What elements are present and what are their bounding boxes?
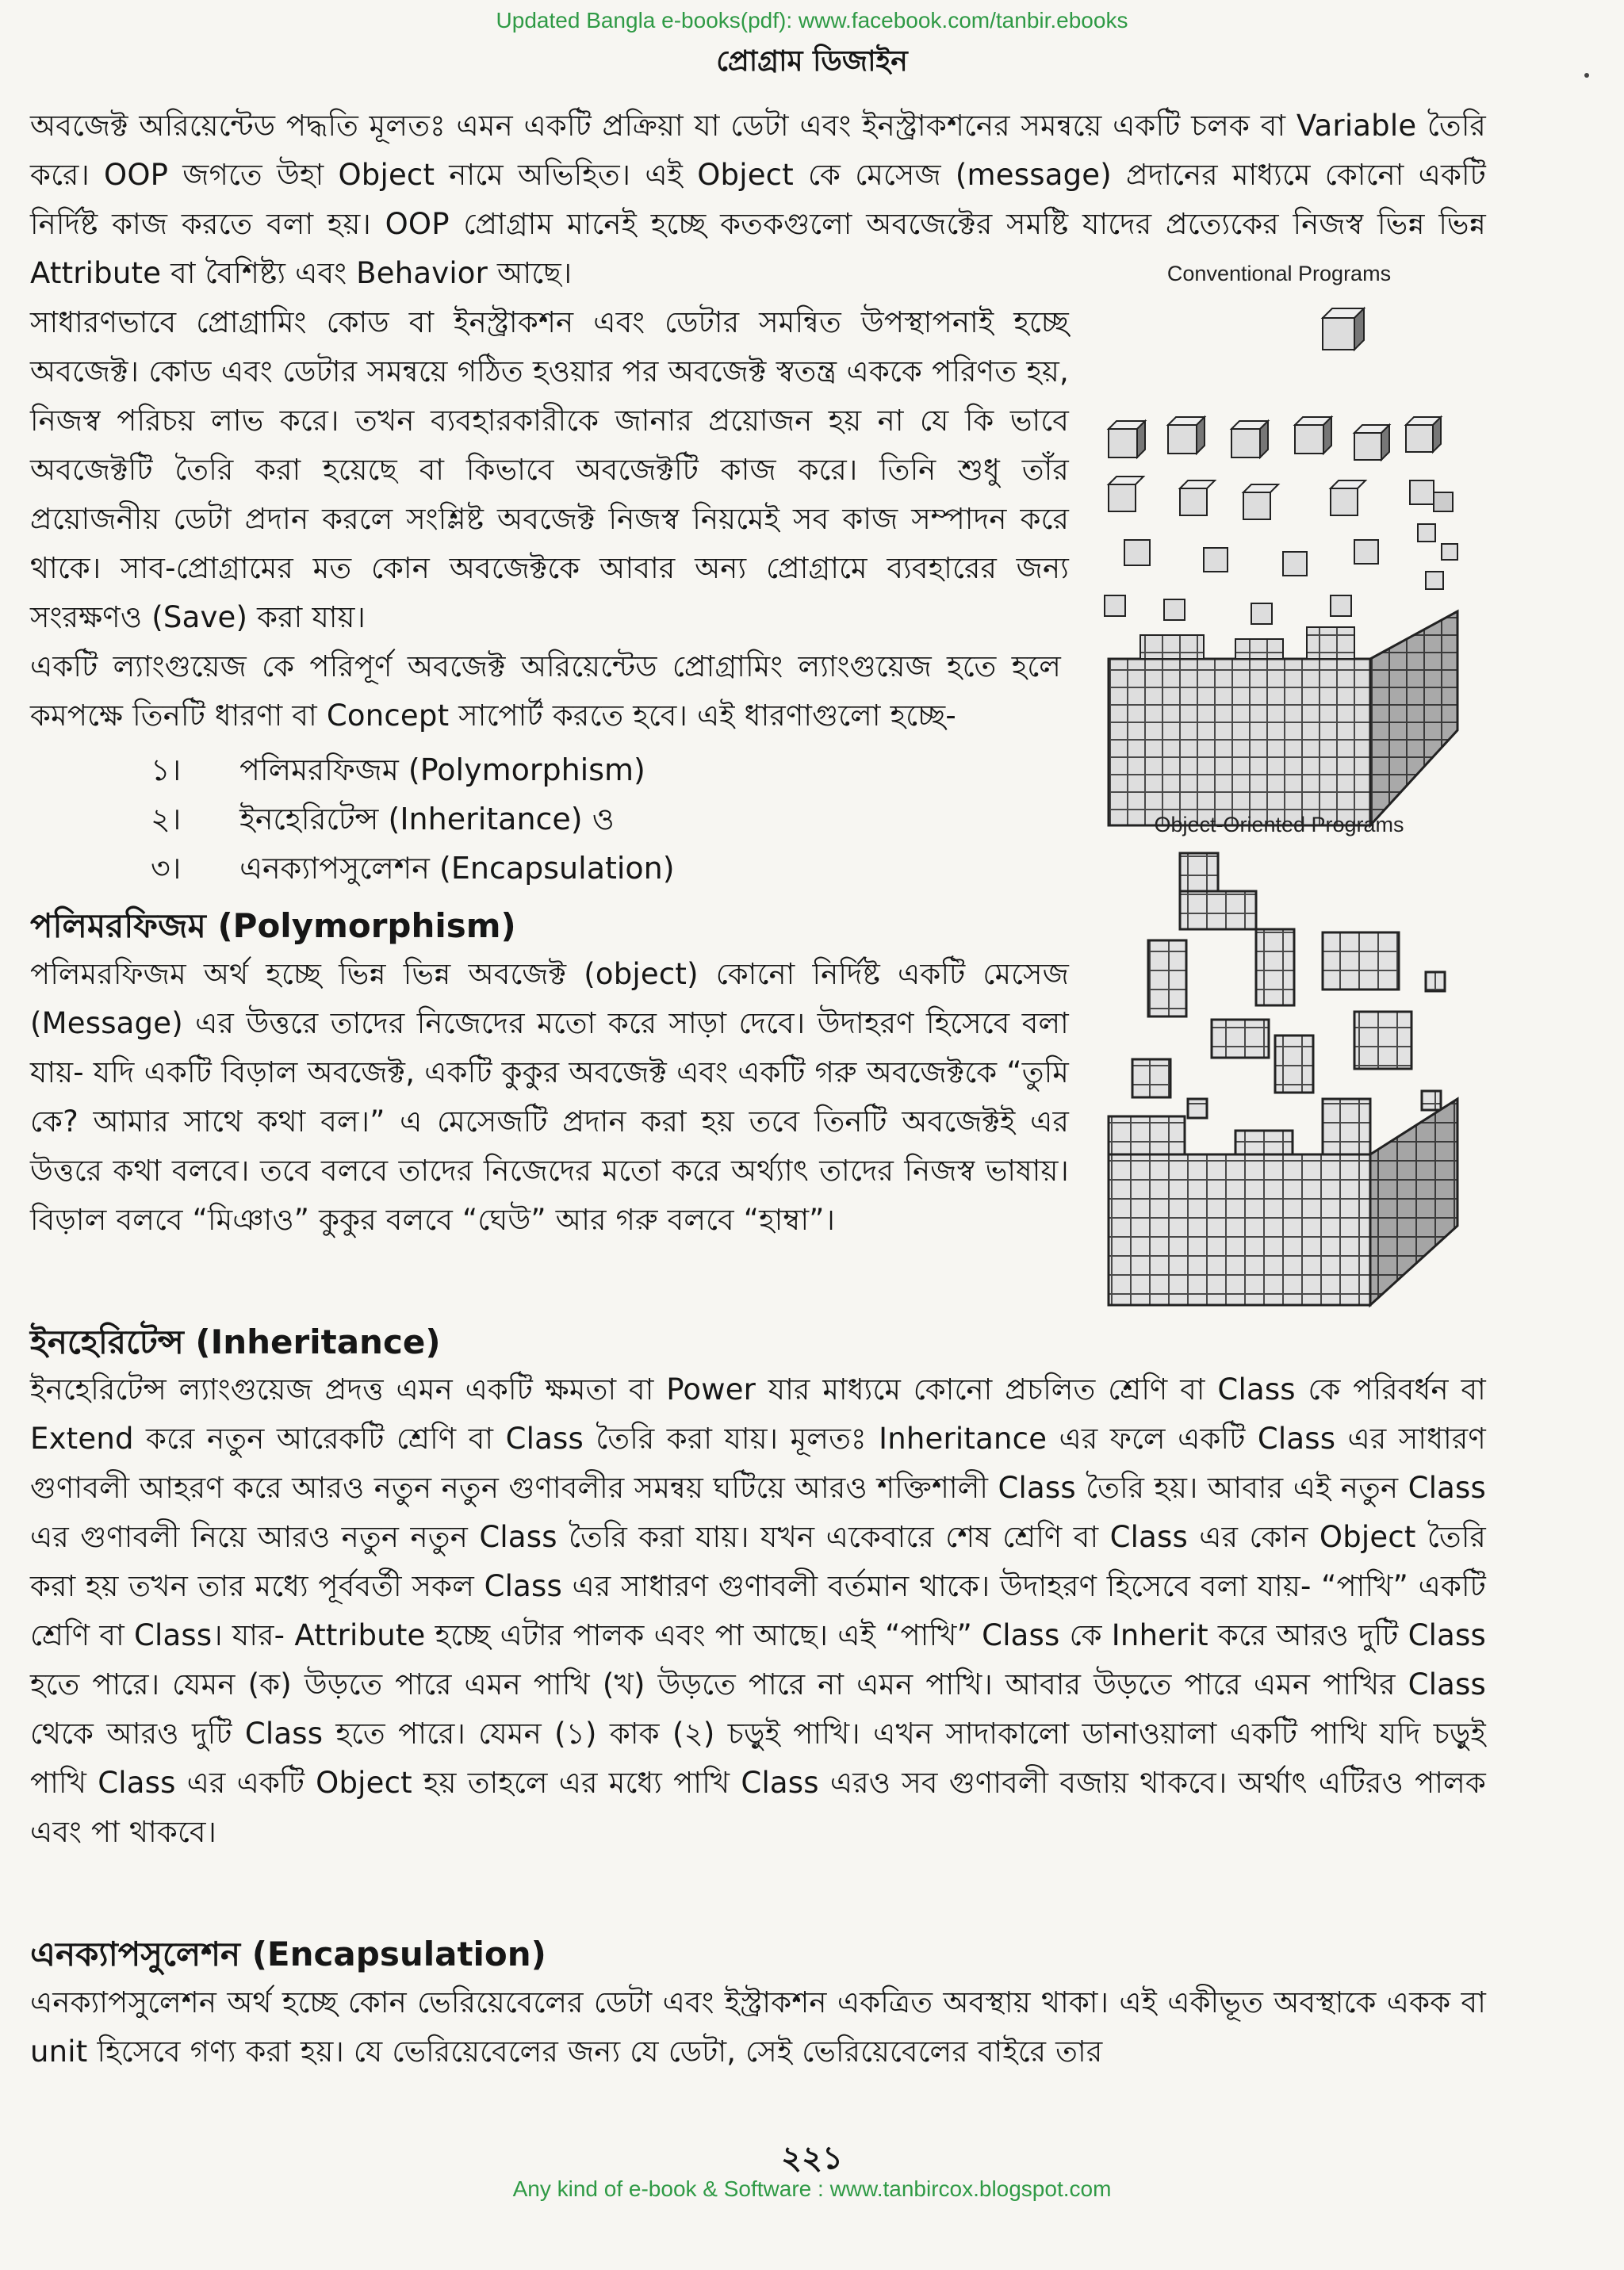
bottom-watermark-link[interactable]: Any kind of e-book & Software : www.tanbircox.blogspot.com [512,2176,1112,2201]
page-number: ২২১ [781,2140,843,2176]
list-number: ১। [151,752,182,787]
list-label: এনক্যাপসুলেশন (Encapsulation) [239,851,675,886]
list-number: ৩। [151,851,182,886]
encapsulation-heading: এনক্যাপসুলেশন (Encapsulation) [30,1935,546,1973]
figure-caption: Object-Oriented Programs [1154,813,1404,836]
object-oriented-programs-figure [1093,813,1465,1316]
polymorphism-paragraph: পলিমরফিজম অর্থ হচ্ছে ভিন্ন ভিন্ন অবজেক্ট (object) কোনো নির্দিষ্ট একটি মেসেজ (Message) এর উত্তরে তাদের নিজেদের মতো করে সাড়া দেবে। উদাহরণ হিসেবে বলা যায়- যদি একটি বিড়াল অবজেক্ট, একটি কুকুর অবজেক্ট এবং একটি গরু অবজেক্টকে “তুমি কে? আমার সাথে কথা বল।” এ মেসেজটি প্রদান করা হয় তবে তিনটি অবজেক্টই এর উত্তরে কথা বলবে। তবে বলবে তাদের নিজেদের মতো করে অর্থ্যাৎ তাদের নিজস্ব ভাষায়। বিড়াল বলবে “মিঞাও” কুকুর বলবে “ঘেউ” আর গরু বলবে “হাম্বা”। [30,957,1069,1237]
concept-list [151,745,675,893]
list-label: পলিমরফিজম (Polymorphism) [239,752,645,787]
top-watermark-link[interactable]: Updated Bangla e-books(pdf): www.facebook.com/tanbir.ebooks [496,8,1128,33]
inheritance-heading: ইনহেরিটেন্স (Inheritance) [30,1323,441,1361]
list-item [151,844,675,893]
figure-caption: Conventional Programs [1166,262,1392,285]
intro-paragraph-1: অবজেক্ট অরিয়েন্টেড পদ্ধতি মূলতঃ এমন একটি প্রক্রিয়া যা ডেটা এবং ইনস্ট্রাকশনের সমন্বয়ে একটি চলক বা Variable তৈরি করে। OOP জগতে উহা Object নামে অভিহিত। এই Object কে মেসেজ (message) প্রদানের মাধ্যমে কোনো একটি নির্দিষ্ট কাজ করতে বলা হয়। OOP প্রোগ্রাম মানেই হচ্ছে কতকগুলো অবজেক্টের সমষ্টি যাদের প্রত্যেকের নিজস্ব ভিন্ন ভিন্ন Attribute বা বৈশিষ্ট্য এবং Behavior আছে। [30,109,1486,290]
conventional-cubes-illustration [1093,286,1465,833]
polymorphism-heading: পলিমরফিজম (Polymorphism) [30,906,516,945]
list-label: ইনহেরিটেন্স (Inheritance) ও [239,802,615,836]
list-item [151,745,675,794]
scan-speck [1584,73,1589,78]
list-item [151,794,675,844]
conventional-programs-figure [1093,262,1465,836]
object-oriented-blocks-illustration [1093,837,1465,1313]
intro-paragraph-3: একটি ল্যাংগুয়েজ কে পরিপূর্ণ অবজেক্ট অরিয়েন্টেড প্রোগ্রামিং ল্যাংগুয়েজ হতে হলে কমপক্ষে তিনটি ধারণা বা Concept সাপোর্ট করতে হবে। এই ধারণাগুলো হচ্ছে- [30,649,1061,733]
inheritance-paragraph: ইনহেরিটেন্স ল্যাংগুয়েজ প্রদত্ত এমন একটি ক্ষমতা বা Power যার মাধ্যমে কোনো প্রচলিত শ্রেণি বা Class কে পরিবর্ধন বা Extend করে নতুন আরেকটি শ্রেণি বা Class তৈরি করা যায়। মূলতঃ Inheritance এর ফলে একটি Class এর সাধারণ গুণাবলী আহরণ করে আরও নতুন নতুন গুণাবলীর সমন্বয় ঘটিয়ে আরও শক্তিশালী Class তৈরি হয়। আবার এই নতুন Class এর গুণাবলী নিয়ে আরও নতুন নতুন Class তৈরি করা যায়। যখন একেবারে শেষ শ্রেণি বা Class এর কোন Object তৈরি করা হয় তখন তার মধ্যে পূর্ববর্তী সকল Class এর সাধারণ গুণাবলী বর্তমান থাকে। উদাহরণ হিসেবে বলা যায়- “পাখি” একটি শ্রেণি বা Class। যার- Attribute হচ্ছে এটার পালক এবং পা আছে। এই “পাখি” Class কে Inherit করে আরও দুটি Class হতে পারে। যেমন (ক) উড়তে পারে এমন পাখি (খ) উড়তে পারে না এমন পাখি। আবার উড়তে পারে এমন পাখির Class থেকে আরও দুটি Class হতে পারে। যেমন (১) কাক (২) চড়ুই পাখি। এখন সাদাকালো ডানাওয়ালা একটি পাখি যদি চড়ুই পাখি Class এর একটি Object হয় তাহলে এর মধ্যে পাখি Class এরও সব গুণাবলী বজায় থাকবে। অর্থাৎ এটিরও পালক এবং পা থাকবে। [30,1372,1487,1849]
running-head: প্রোগ্রাম ডিজাইন [716,45,908,78]
list-number: ২। [151,802,182,836]
encapsulation-paragraph: এনক্যাপসুলেশন অর্থ হচ্ছে কোন ভেরিয়েবেলের ডেটা এবং ইস্ট্রাকশন একত্রিত অবস্থায় থাকা। এই একীভূত অবস্থাকে একক বা unit হিসেবে গণ্য করা হয়। যে ভেরিয়েবেলের জন্য যে ডেটা, সেই ভেরিয়েবেলের বাইরে তার [30,1985,1486,2069]
intro-paragraph-2: সাধারণভাবে প্রোগ্রামিং কোড বা ইনস্ট্রাকশন এবং ডেটার সমন্বিত উপস্থাপনাই হচ্ছে অবজেক্ট। কোড এবং ডেটার সমন্বয়ে গঠিত হওয়ার পর অবজেক্ট স্বতন্ত্র এককে পরিণত হয়, নিজস্ব পরিচয় লাভ করে। তখন ব্যবহারকারীকে জানার প্রয়োজন হয় না যে কি ভাবে অবজেক্টটি তৈরি করা হয়েছে বা কিভাবে অবজেক্টটি কাজ করে। তিনি শুধু তাঁর প্রয়োজনীয় ডেটা প্রদান করলে সংশ্লিষ্ট অবজেক্ট নিজস্ব নিয়মেই সব কাজ সম্পাদন করে থাকে। সাব-প্রোগ্রামের মত কোন অবজেক্টকে আবার অন্য প্রোগ্রামে ব্যবহারের জন্য সংরক্ষণও (Save) করা যায়। [30,305,1069,634]
